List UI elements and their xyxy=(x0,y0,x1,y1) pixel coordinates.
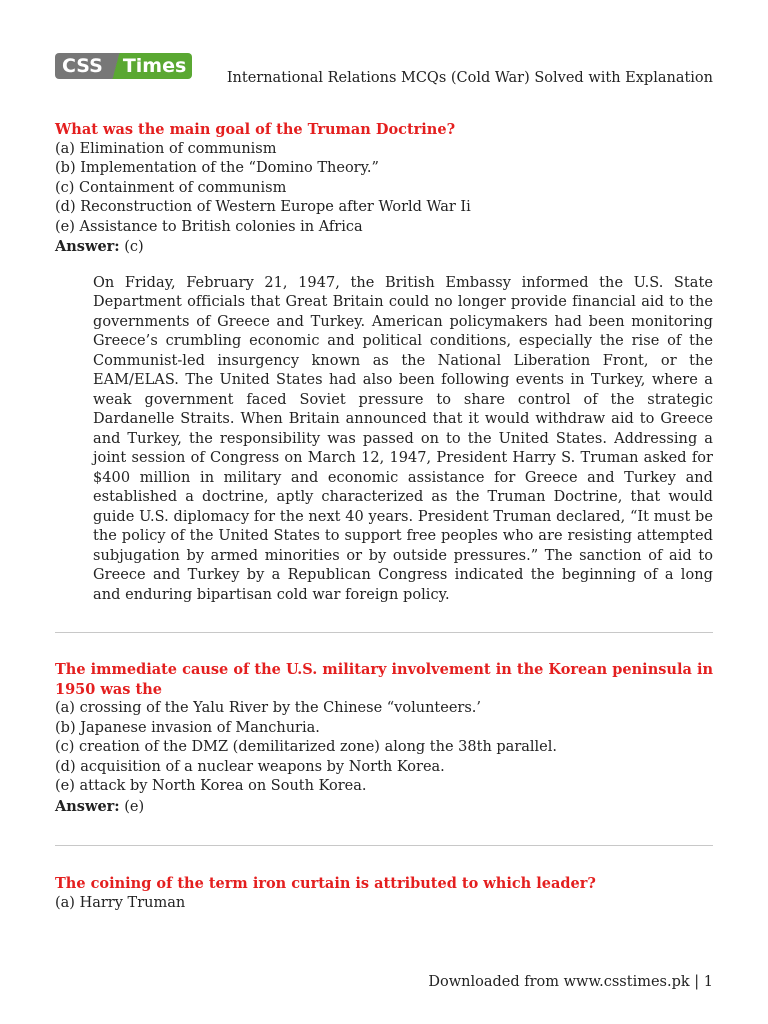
logo-times-text: Times xyxy=(121,53,192,79)
question-2-option-e: (e) attack by North Korea on South Korea. xyxy=(55,778,367,794)
mcq-content xyxy=(55,120,713,913)
question-1-option-e: (e) Assistance to British colonies in Africa xyxy=(55,218,363,235)
question-block-3 xyxy=(55,874,713,913)
question-3-option-a: (a) Harry Truman xyxy=(55,894,186,911)
logo-slash-shape xyxy=(111,53,121,79)
question-1-explanation: On Friday, February 21, 1947, the British Embassy informed the U.S. State Department officials that Great Britain could no longer provide financial aid to the governments of Greece and Turkey. American policymakers had been monitoring Greece’s crumbling economic and political conditions, especially the rise of the Communist-led insurgency known as the National Liberation Front, or the EAM/ELAS. The United States had also been following events in Turkey, where a weak government faced Soviet pressure to share control of the strategic Dardanelle Straits. When Britain announced that it would withdraw aid to Greece and Turkey, the responsibility was passed on to the United States. Addressing a joint session of Congress on March 12, 1947, President Harry S. Truman asked for $400 million in military and economic assistance for Greece and Turkey and established a doctrine, aptly characterized as the Truman Doctrine, that would guide U.S. diplomacy for the next 40 years. President Truman declared, “It must be the policy of the United States to support free peoples who are resisting attempted subjugation by armed minorities or by outside pressures.” The sanction of aid to Greece and Turkey by a Republican Congress indicated the beginning of a long and enduring bipartisan cold war foreign policy. xyxy=(93,274,713,603)
question-block-1 xyxy=(55,120,713,605)
question-2-option-a: (a) crossing of the Yalu River by the Chinese “volunteers.’ xyxy=(55,700,481,716)
question-2-answer xyxy=(55,797,713,818)
question-1: What was the main goal of the Truman Doctrine? xyxy=(55,121,456,138)
question-2-option-c: (c) creation of the DMZ (demilitarized zone) along the 38th parallel. xyxy=(55,739,557,755)
document-title: International Relations MCQs (Cold War) Solved with Explanation xyxy=(226,70,713,86)
footer-download-note: Downloaded from www.csstimes.pk | 1 xyxy=(428,974,713,990)
question-1-option-b: (b) Implementation of the “Domino Theory.” xyxy=(55,160,379,176)
question-2: The immediate cause of the U.S. military involvement in the Korean peninsula in 1950 was the xyxy=(55,661,713,698)
question-3: The coining of the term iron curtain is attributed to which leader? xyxy=(55,875,596,892)
question-1-answer xyxy=(55,237,713,258)
question-1-option-a: (a) Elimination of communism xyxy=(55,140,277,157)
question-2-answer-label: Answer: xyxy=(55,797,120,815)
question-block-2 xyxy=(55,660,713,817)
divider-1 xyxy=(55,632,713,633)
question-2-option-d: (d) acquisition of a nuclear weapons by North Korea. xyxy=(55,758,445,775)
question-1-option-c: (c) Containment of communism xyxy=(55,179,287,196)
csstimes-logo xyxy=(55,53,192,79)
logo-css-text: CSS xyxy=(55,53,111,79)
question-2-answer-value: (e) xyxy=(124,798,145,815)
divider-2 xyxy=(55,845,713,846)
question-2-option-b: (b) Japanese invasion of Manchuria. xyxy=(55,719,320,736)
question-1-answer-label: Answer: xyxy=(55,238,120,255)
question-1-option-d: (d) Reconstruction of Western Europe after World War Ii xyxy=(55,199,471,215)
question-1-answer-value: (c) xyxy=(124,239,144,255)
